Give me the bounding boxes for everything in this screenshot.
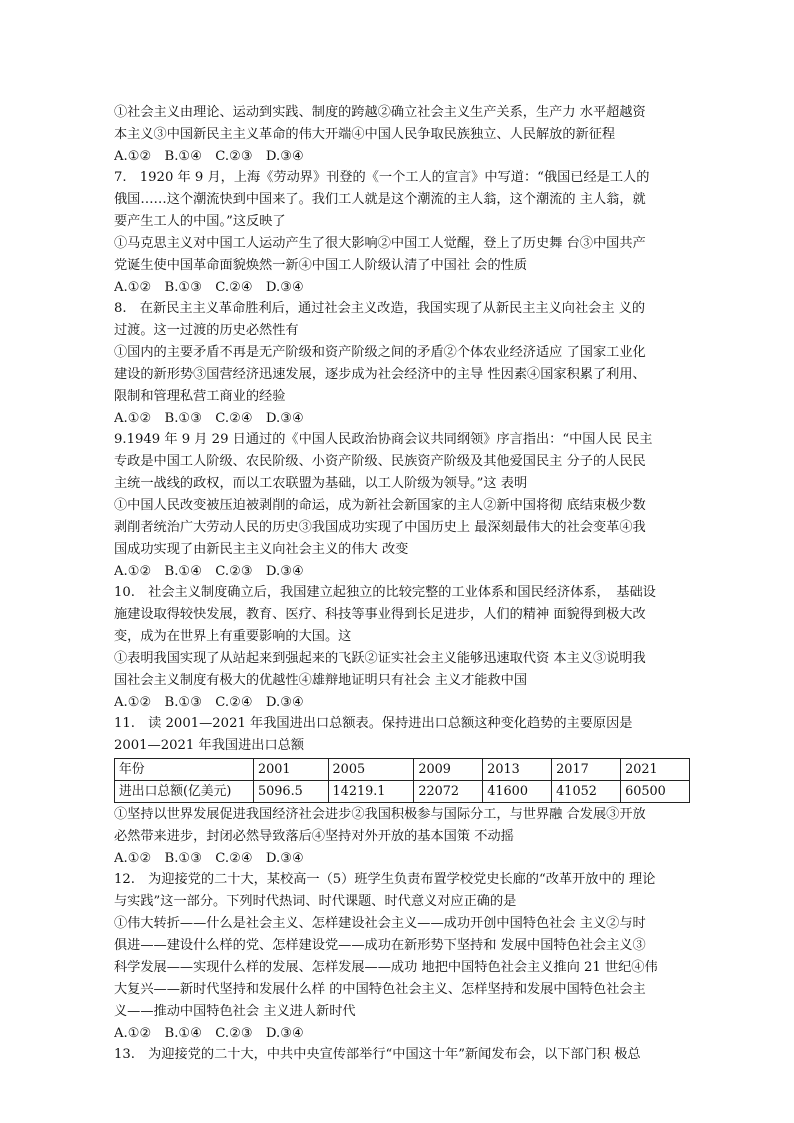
text-line: ①表明我国实现了从站起来到强起来的飞跃②证实社会主义能够迅速取代资 本主义③说明我	[114, 651, 646, 666]
text-line: 7. 1920 年 9 月，上海《劳动界》刊登的《一个工人的宣言》中写道：“俄国已经是工人的	[114, 170, 650, 185]
text-line: 施建设取得较快发展，教育、医疗、科技等事业得到长足进步，人们的精神 面貌得到极大改	[114, 607, 646, 622]
text-line: 科学发展——实现什么样的发展、怎样发展——成功 地把中国特色社会主义推向 21 世纪④伟	[114, 960, 658, 975]
table-cell: 22072	[414, 781, 483, 803]
text-line: 变，成为在世界上有重要影响的大国。这	[114, 629, 352, 644]
text-line: 大复兴——新时代坚持和发展什么样 的中国特色社会主义、怎样坚持和发展中国特色社会主	[114, 982, 646, 997]
text-line: 本主义③中国新民主主义革命的伟大开端④中国人民争取民族独立、人民解放的新征程	[114, 127, 616, 142]
text-line: ①伟大转折——什么是社会主义、怎样建设社会主义——成功开创中国特色社会 主义②与时	[114, 916, 646, 931]
text-line: 义——推动中国特色社会 主义进人新时代	[114, 1004, 356, 1019]
text-line: 8. 在新民主主义革命胜利后，通过社会主义改造，我国实现了从新民主主义向社会主 义的	[114, 301, 646, 316]
text-line: 2001—2021 年我国进出口总额	[114, 738, 305, 753]
table-cell: 2017	[552, 759, 621, 781]
text-line: 限制和管理私营工商业的经验	[114, 389, 286, 404]
table-cell: 2013	[483, 759, 552, 781]
question-content	[114, 102, 686, 1066]
text-line: ①马克思主义对中国工人运动产生了很大影响②中国工人觉醒，登上了历史舞 台③中国共产	[114, 236, 646, 251]
table-cell: 60500	[621, 781, 690, 803]
table-cell: 2005	[328, 759, 414, 781]
answer-options: A.①② B.①④ C.②③ D.③④	[114, 149, 304, 164]
table-cell: 2021	[621, 759, 690, 781]
text-line: 剥削者统治广大劳动人民的历史③我国成功实现了中国历史上 最深刻最伟大的社会变革④我	[114, 520, 646, 535]
answer-options: A.①② B.①③ C.②④ D.③④	[114, 851, 304, 866]
table-row	[115, 781, 690, 803]
answer-options: A.①② B.①③ C.②④ D.③④	[114, 695, 304, 710]
table-cell: 进出口总额(亿美元)	[115, 781, 254, 803]
text-line: 必然带来进步，封闭必然导致落后④坚持对外开放的基本国策 不动摇	[114, 829, 514, 844]
text-line: 13. 为迎接党的二十大，中共中央宣传部举行“中国这十年”新闻发布会，以下部门积 极总	[114, 1047, 641, 1062]
answer-options: A.①② B.①③ C.②④ D.③④	[114, 411, 304, 426]
text-line: 与实践”这一部分。下列时代热词、时代课题、时代意义对应正确的是	[114, 894, 517, 909]
table-cell: 14219.1	[328, 781, 414, 803]
text-line: ①坚持以世界发展促进我国经济社会进步②我国积极参与国际分工，与世界融 合发展③开放	[114, 807, 646, 822]
text-line: 俱进——建设什么样的党、怎样建设党——成功在新形势下坚持和 发展中国特色社会主义③	[114, 938, 646, 953]
text-line: 主统一战线的政权，而以工农联盟为基础，以工人阶级为领导。”这 表明	[114, 476, 528, 491]
answer-options: A.①② B.①④ C.②③ D.③④	[114, 1026, 304, 1041]
table-cell: 年份	[115, 759, 254, 781]
table-header-row	[115, 759, 690, 781]
table-cell: 5096.5	[254, 781, 329, 803]
text-line: ①中国人民改变被压迫被剥削的命运，成为新社会新国家的主人②新中国将彻 底结束极少数	[114, 498, 646, 513]
text-line: 俄国……这个潮流快到中国来了。我们工人就是这个潮流的主人翁，这个潮流的 主人翁，就	[114, 192, 646, 207]
text-line: 党诞生使中国革命面貌焕然一新④中国工人阶级认清了中国社 会的性质	[114, 258, 528, 273]
text-line: 10. 社会主义制度确立后，我国建立起独立的比较完整的工业体系和国民经济体系， 基础设	[114, 585, 656, 600]
table-cell: 2009	[414, 759, 483, 781]
question-text-block	[114, 102, 686, 757]
text-line: 国成功实现了由新民主主义向社会主义的伟大 改变	[114, 542, 409, 557]
text-line: 要产生工人的中国。”这反映了	[114, 214, 286, 229]
text-line: 9.1949 年 9 月 29 日通过的《中国人民政治协商会议共同纲领》序言指出：“中国人民 民主	[114, 432, 653, 447]
table-cell: 41052	[552, 781, 621, 803]
answer-options: A.①② B.①③ C.②④ D.③④	[114, 280, 304, 295]
text-line: 专政是中国工人阶级、农民阶级、小资产阶级、民族资产阶级及其他爱国民主 分子的人民民	[114, 454, 646, 469]
text-line: 过渡。这一过渡的历史必然性有	[114, 323, 299, 338]
answer-options: A.①② B.①④ C.②③ D.③④	[114, 564, 304, 579]
text-line: 建设的新形势③国营经济迅速发展，逐步成为社会经济中的主导 性因素④国家积累了利用、	[114, 367, 646, 382]
text-line: 国社会主义制度有极大的优越性④雄辩地证明只有社会 主义才能救中国	[114, 673, 528, 688]
text-line: ①国内的主要矛盾不再是无产阶级和资产阶级之间的矛盾②个体农业经济适应 了国家工业化	[114, 345, 646, 360]
text-line: 11. 读 2001—2021 年我国进出口总额表。保持进出口总额这种变化趋势的主要原因是	[114, 716, 633, 731]
question-text-block	[114, 804, 686, 1066]
table-cell: 2001	[254, 759, 329, 781]
table-cell: 41600	[483, 781, 552, 803]
import-export-table	[114, 758, 690, 803]
text-line: ①社会主义由理论、运动到实践、制度的跨越②确立社会主义生产关系，生产力 水平超越资	[114, 105, 646, 120]
text-line: 12. 为迎接党的二十大，某校高一（5）班学生负责布置学校党史长廊的“改革开放中的 理论	[114, 872, 656, 887]
